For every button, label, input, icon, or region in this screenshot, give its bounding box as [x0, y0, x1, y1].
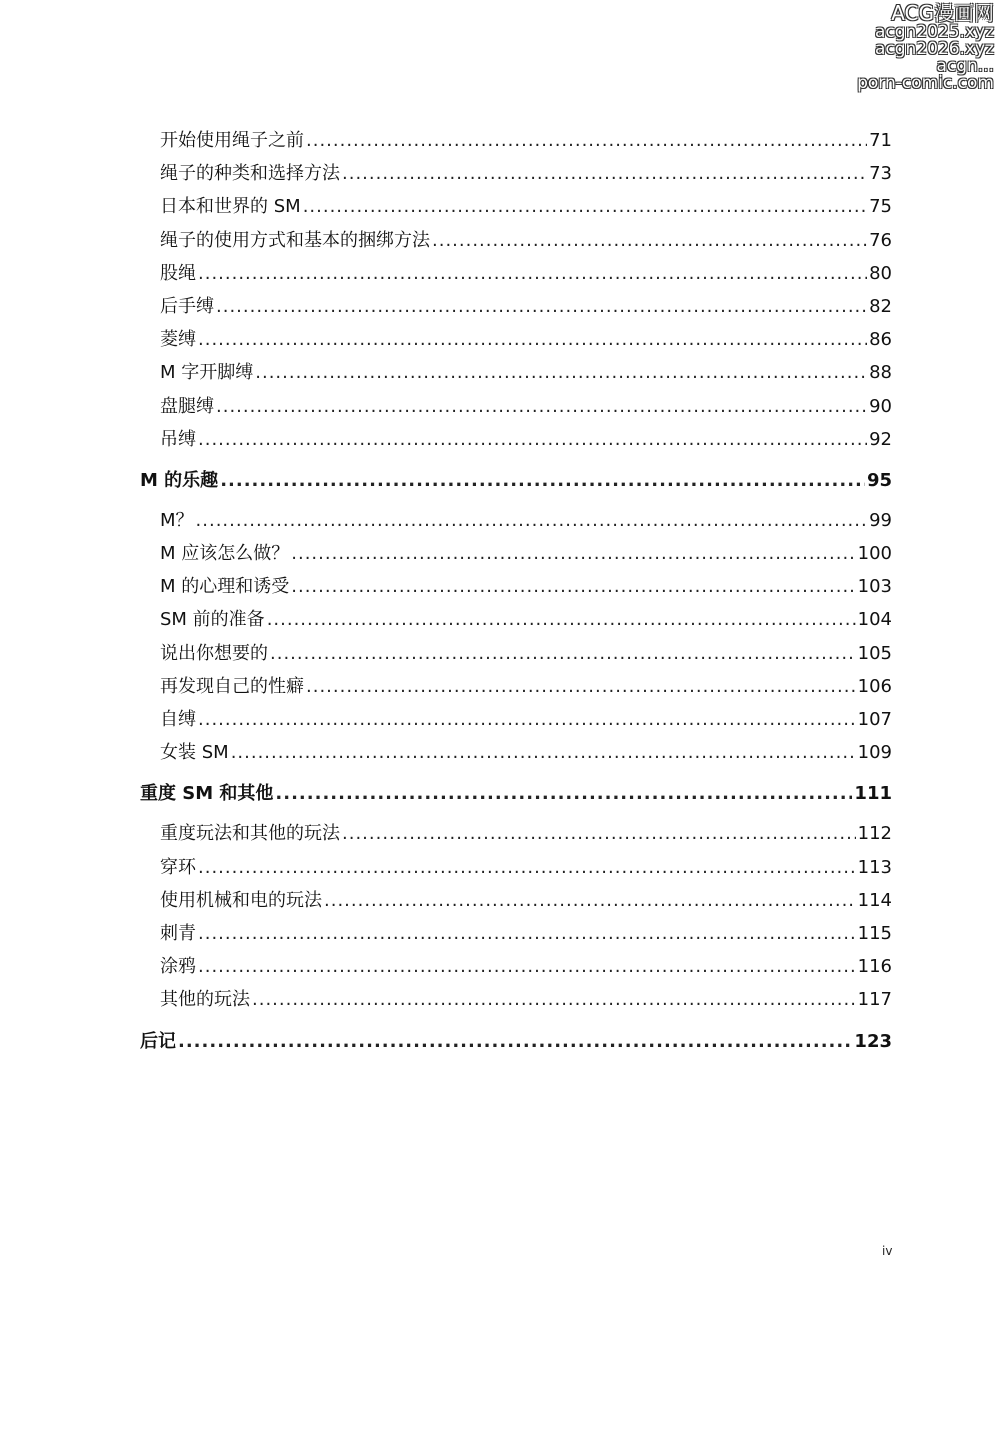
toc-entry-title: 日本和世界的 SM	[160, 196, 301, 218]
dot-leader	[198, 703, 856, 736]
toc-entry-page: 73	[869, 163, 892, 185]
toc-entry[interactable]	[140, 703, 892, 736]
toc-entry-page: 104	[857, 609, 892, 631]
toc-entry-title: 再发现自己的性癖	[160, 675, 304, 697]
toc-entry-title: 绳子的种类和选择方法	[160, 163, 340, 185]
watermark-line: porn-comic.com	[857, 73, 994, 93]
toc-entry[interactable]	[140, 851, 892, 884]
dot-leader	[306, 124, 867, 157]
toc-entry-title: 刺青	[160, 922, 196, 944]
dot-leader	[178, 1021, 852, 1063]
toc-entry-page: 76	[869, 229, 892, 251]
toc-entry[interactable]	[140, 504, 892, 537]
dot-leader	[198, 423, 867, 456]
dot-leader	[198, 950, 856, 983]
toc-entry-title: M？	[160, 509, 194, 531]
dot-leader	[306, 670, 856, 703]
dot-leader	[216, 390, 867, 423]
toc-entry-title: 使用机械和电的玩法	[160, 889, 322, 911]
toc-entry-title: 重度玩法和其他的玩法	[160, 823, 340, 845]
toc-entry-page: 106	[857, 675, 892, 697]
toc-entry[interactable]	[140, 670, 892, 703]
toc-entry-page: 82	[869, 295, 892, 317]
toc-entry-page: 90	[869, 395, 892, 417]
toc-entry-title: 自缚	[160, 709, 196, 730]
toc-chapter-page: 95	[866, 469, 892, 491]
toc-entry-page: 115	[857, 922, 892, 944]
toc-entry[interactable]	[140, 917, 892, 950]
site-watermark	[857, 2, 994, 92]
dot-leader	[196, 504, 868, 537]
dot-leader	[270, 637, 856, 670]
watermark-line: acgn2025.xyz	[874, 22, 994, 42]
toc-entry[interactable]	[140, 257, 892, 290]
toc-entry-page: 86	[869, 329, 892, 351]
toc-chapter-page: 111	[854, 783, 892, 805]
toc-chapter-title: 重度 SM 和其他	[140, 783, 274, 805]
toc-entry-page: 107	[857, 709, 892, 730]
toc-entry-title: M 应该怎么做？	[160, 543, 290, 565]
dot-leader	[216, 290, 867, 323]
toc-entry-title: 其他的玩法	[160, 989, 250, 1011]
toc-entry-page: 103	[857, 576, 892, 598]
toc-entry[interactable]	[140, 157, 892, 190]
dot-leader	[255, 356, 867, 389]
toc-entry-page: 112	[857, 823, 892, 845]
watermark-line: acgn2026.xyz	[874, 39, 994, 59]
toc-entry[interactable]	[140, 637, 892, 670]
toc-chapter[interactable]	[140, 460, 892, 502]
toc-entry-page: 75	[869, 196, 892, 218]
toc-entry-title: 吊缚	[160, 428, 196, 450]
toc-entry[interactable]	[140, 817, 892, 850]
toc-entry-title: M 字开脚缚	[160, 362, 254, 384]
toc-entry-page: 114	[857, 889, 892, 911]
dot-leader	[220, 460, 865, 502]
toc-entry-page: 99	[869, 509, 892, 531]
dot-leader	[324, 884, 856, 917]
dot-leader	[231, 736, 856, 769]
toc-entry-title: 绳子的使用方式和基本的捆绑方法	[160, 229, 430, 251]
toc-entry[interactable]	[140, 124, 892, 157]
toc-entry[interactable]	[140, 950, 892, 983]
toc-entry-page: 80	[869, 262, 892, 284]
toc-entry-title: 说出你想要的	[160, 642, 268, 664]
toc-entry[interactable]	[140, 570, 892, 603]
toc-entry[interactable]	[140, 356, 892, 389]
toc-entry[interactable]	[140, 290, 892, 323]
dot-leader	[291, 570, 855, 603]
dot-leader	[198, 917, 856, 950]
toc-entry[interactable]	[140, 537, 892, 570]
toc-entry-page: 92	[869, 428, 892, 450]
dot-leader	[267, 603, 856, 636]
toc-entry-title: 穿环	[160, 856, 196, 878]
watermark-line: ACG漫画网	[891, 1, 994, 25]
toc-chapter[interactable]	[140, 773, 892, 815]
toc-chapter-title: M 的乐趣	[140, 469, 219, 491]
toc-entry-page: 100	[857, 543, 892, 565]
toc-entry-page: 117	[857, 989, 892, 1011]
page-number: iv	[882, 1244, 893, 1258]
toc-entry-title: M 的心理和诱受	[160, 576, 290, 598]
toc-entry-title: 涂鸦	[160, 956, 196, 978]
toc-entry[interactable]	[140, 190, 892, 223]
toc-entry-page: 88	[869, 362, 892, 384]
dot-leader	[342, 157, 867, 190]
dot-leader	[198, 257, 867, 290]
dot-leader	[303, 190, 867, 223]
toc-chapter-page: 123	[854, 1030, 892, 1052]
toc-entry[interactable]	[140, 884, 892, 917]
toc-entry-title: 后手缚	[160, 295, 214, 317]
toc-entry-title: 开始使用绳子之前	[160, 130, 304, 151]
toc-entry[interactable]	[140, 423, 892, 456]
watermark-line: acgn...	[936, 56, 994, 76]
dot-leader	[198, 323, 867, 356]
toc-entry-page: 105	[857, 642, 892, 664]
toc-entry-title: 菱缚	[160, 329, 196, 351]
toc-entry-page: 113	[857, 856, 892, 878]
toc-chapter[interactable]	[140, 1021, 892, 1063]
toc-entry-title: 股绳	[160, 262, 196, 284]
dot-leader	[198, 851, 856, 884]
toc-entry[interactable]	[140, 736, 892, 769]
toc-entry-page: 109	[857, 742, 892, 764]
toc-entry-page: 71	[869, 130, 892, 151]
toc-entry[interactable]	[140, 603, 892, 636]
toc-entry-title: 女装 SM	[160, 742, 229, 764]
table-of-contents	[140, 124, 892, 1063]
toc-entry[interactable]	[140, 323, 892, 356]
toc-entry[interactable]	[140, 224, 892, 257]
toc-entry-title: SM 前的准备	[160, 609, 265, 631]
dot-leader	[275, 773, 852, 815]
dot-leader	[342, 817, 856, 850]
toc-entry-title: 盘腿缚	[160, 395, 214, 417]
dot-leader	[252, 983, 856, 1016]
dot-leader	[291, 537, 855, 570]
toc-entry[interactable]	[140, 390, 892, 423]
dot-leader	[432, 224, 867, 257]
toc-chapter-title: 后记	[140, 1030, 176, 1052]
toc-entry[interactable]	[140, 983, 892, 1016]
toc-entry-page: 116	[857, 956, 892, 978]
